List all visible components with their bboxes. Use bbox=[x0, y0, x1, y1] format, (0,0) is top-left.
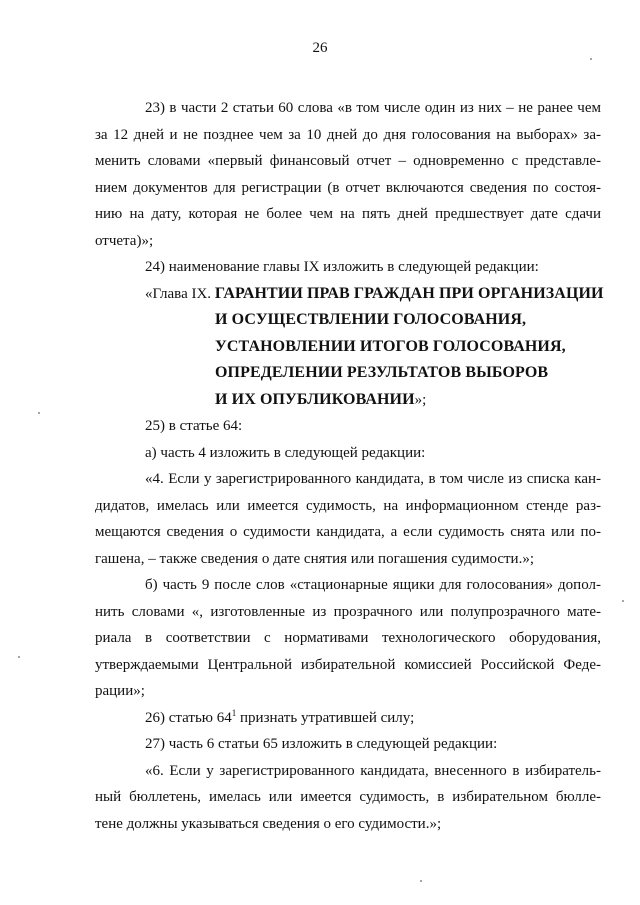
superscript-number: 1 bbox=[231, 707, 237, 718]
text-line: 24) наименование главы IX изложить в следующей редакции: bbox=[145, 259, 539, 275]
chapter-heading-title: УСТАНОВЛЕНИИ ИТОГОВ ГОЛОСОВАНИЯ, bbox=[215, 337, 566, 355]
text-line: «6. Если у зарегистрированного кандидата, внесенного в избиратель- bbox=[145, 762, 601, 779]
document-body bbox=[95, 95, 604, 837]
page-number: 26 bbox=[312, 40, 328, 56]
text-line: а) часть 4 изложить в следующей редакции: bbox=[145, 444, 426, 461]
text-line: 25) в статье 64: bbox=[145, 418, 243, 434]
text-line: рации»; bbox=[95, 683, 145, 699]
text-line: отчета)»; bbox=[95, 232, 154, 249]
text-line: 23) в части 2 статьи 60 слова «в том числе один из них – не ранее чем bbox=[145, 100, 601, 116]
chapter-heading-line bbox=[95, 281, 604, 308]
chapter-heading-title: И ИХ ОПУБЛИКОВАНИИ bbox=[215, 390, 415, 408]
scan-speck bbox=[18, 656, 20, 658]
text-line bbox=[95, 705, 601, 732]
chapter-heading-title: ОПРЕДЕЛЕНИИ РЕЗУЛЬТАТОВ ВЫБОРОВ bbox=[215, 364, 549, 381]
text-line: нию на дату, которая не более чем на пять дней предшествует дате сдачи bbox=[95, 206, 601, 222]
scan-speck bbox=[590, 58, 592, 60]
text-line: ный бюллетень, имелась или имеется судимость, в избирательном бюлле- bbox=[95, 789, 601, 805]
text-line: дидатов, имелась или имеется судимость, на информационном стенде раз- bbox=[95, 497, 601, 514]
chapter-heading-suffix: »; bbox=[414, 391, 427, 408]
item26-text: 26) статью 64 bbox=[145, 709, 232, 726]
text-line: б) часть 9 после слов «стационарные ящики для голосования» допол- bbox=[145, 577, 601, 593]
text-line: 27) часть 6 статьи 65 изложить в следующей редакции: bbox=[145, 736, 498, 752]
chapter-heading-prefix: «Глава IX. bbox=[145, 285, 215, 302]
text-line: тене должны указываться сведения о его судимости.»; bbox=[95, 815, 442, 832]
text-line: утверждаемыми Центральной избирательной комиссией Российской Феде- bbox=[95, 656, 601, 673]
text-line: менить словами «первый финансовый отчет – одновременно с представле- bbox=[95, 153, 601, 169]
text-line: нием документов для регистрации (в отчет включаются сведения по состоя- bbox=[95, 179, 601, 196]
text-line: мещаются сведения о судимости кандидата, а если судимость снята или по- bbox=[95, 524, 601, 540]
text-line: за 12 дней и не позднее чем за 10 дней до дня голосования на выборах» за- bbox=[95, 126, 601, 143]
scan-speck bbox=[622, 600, 624, 602]
text-line: «4. Если у зарегистрированного кандидата, в том числе из списка кан- bbox=[145, 471, 601, 487]
chapter-heading-title: И ОСУЩЕСТВЛЕНИИ ГОЛОСОВАНИЯ, bbox=[215, 311, 527, 328]
scan-speck bbox=[420, 880, 422, 882]
text-line: гашена, – также сведения о дате снятия или погашения судимости.»; bbox=[95, 550, 534, 567]
text-line: риала в соответствии с нормативами технологического оборудования, bbox=[95, 630, 601, 646]
chapter-heading-line bbox=[95, 387, 601, 414]
item26-text: признать утратившей силу; bbox=[236, 709, 415, 726]
scan-speck bbox=[38, 412, 40, 414]
chapter-heading-title: ГАРАНТИИ ПРАВ ГРАЖДАН ПРИ ОРГАНИЗАЦИИ bbox=[214, 284, 604, 302]
text-line: нить словами «, изготовленные из прозрачного или полупрозрачного мате- bbox=[95, 603, 601, 620]
